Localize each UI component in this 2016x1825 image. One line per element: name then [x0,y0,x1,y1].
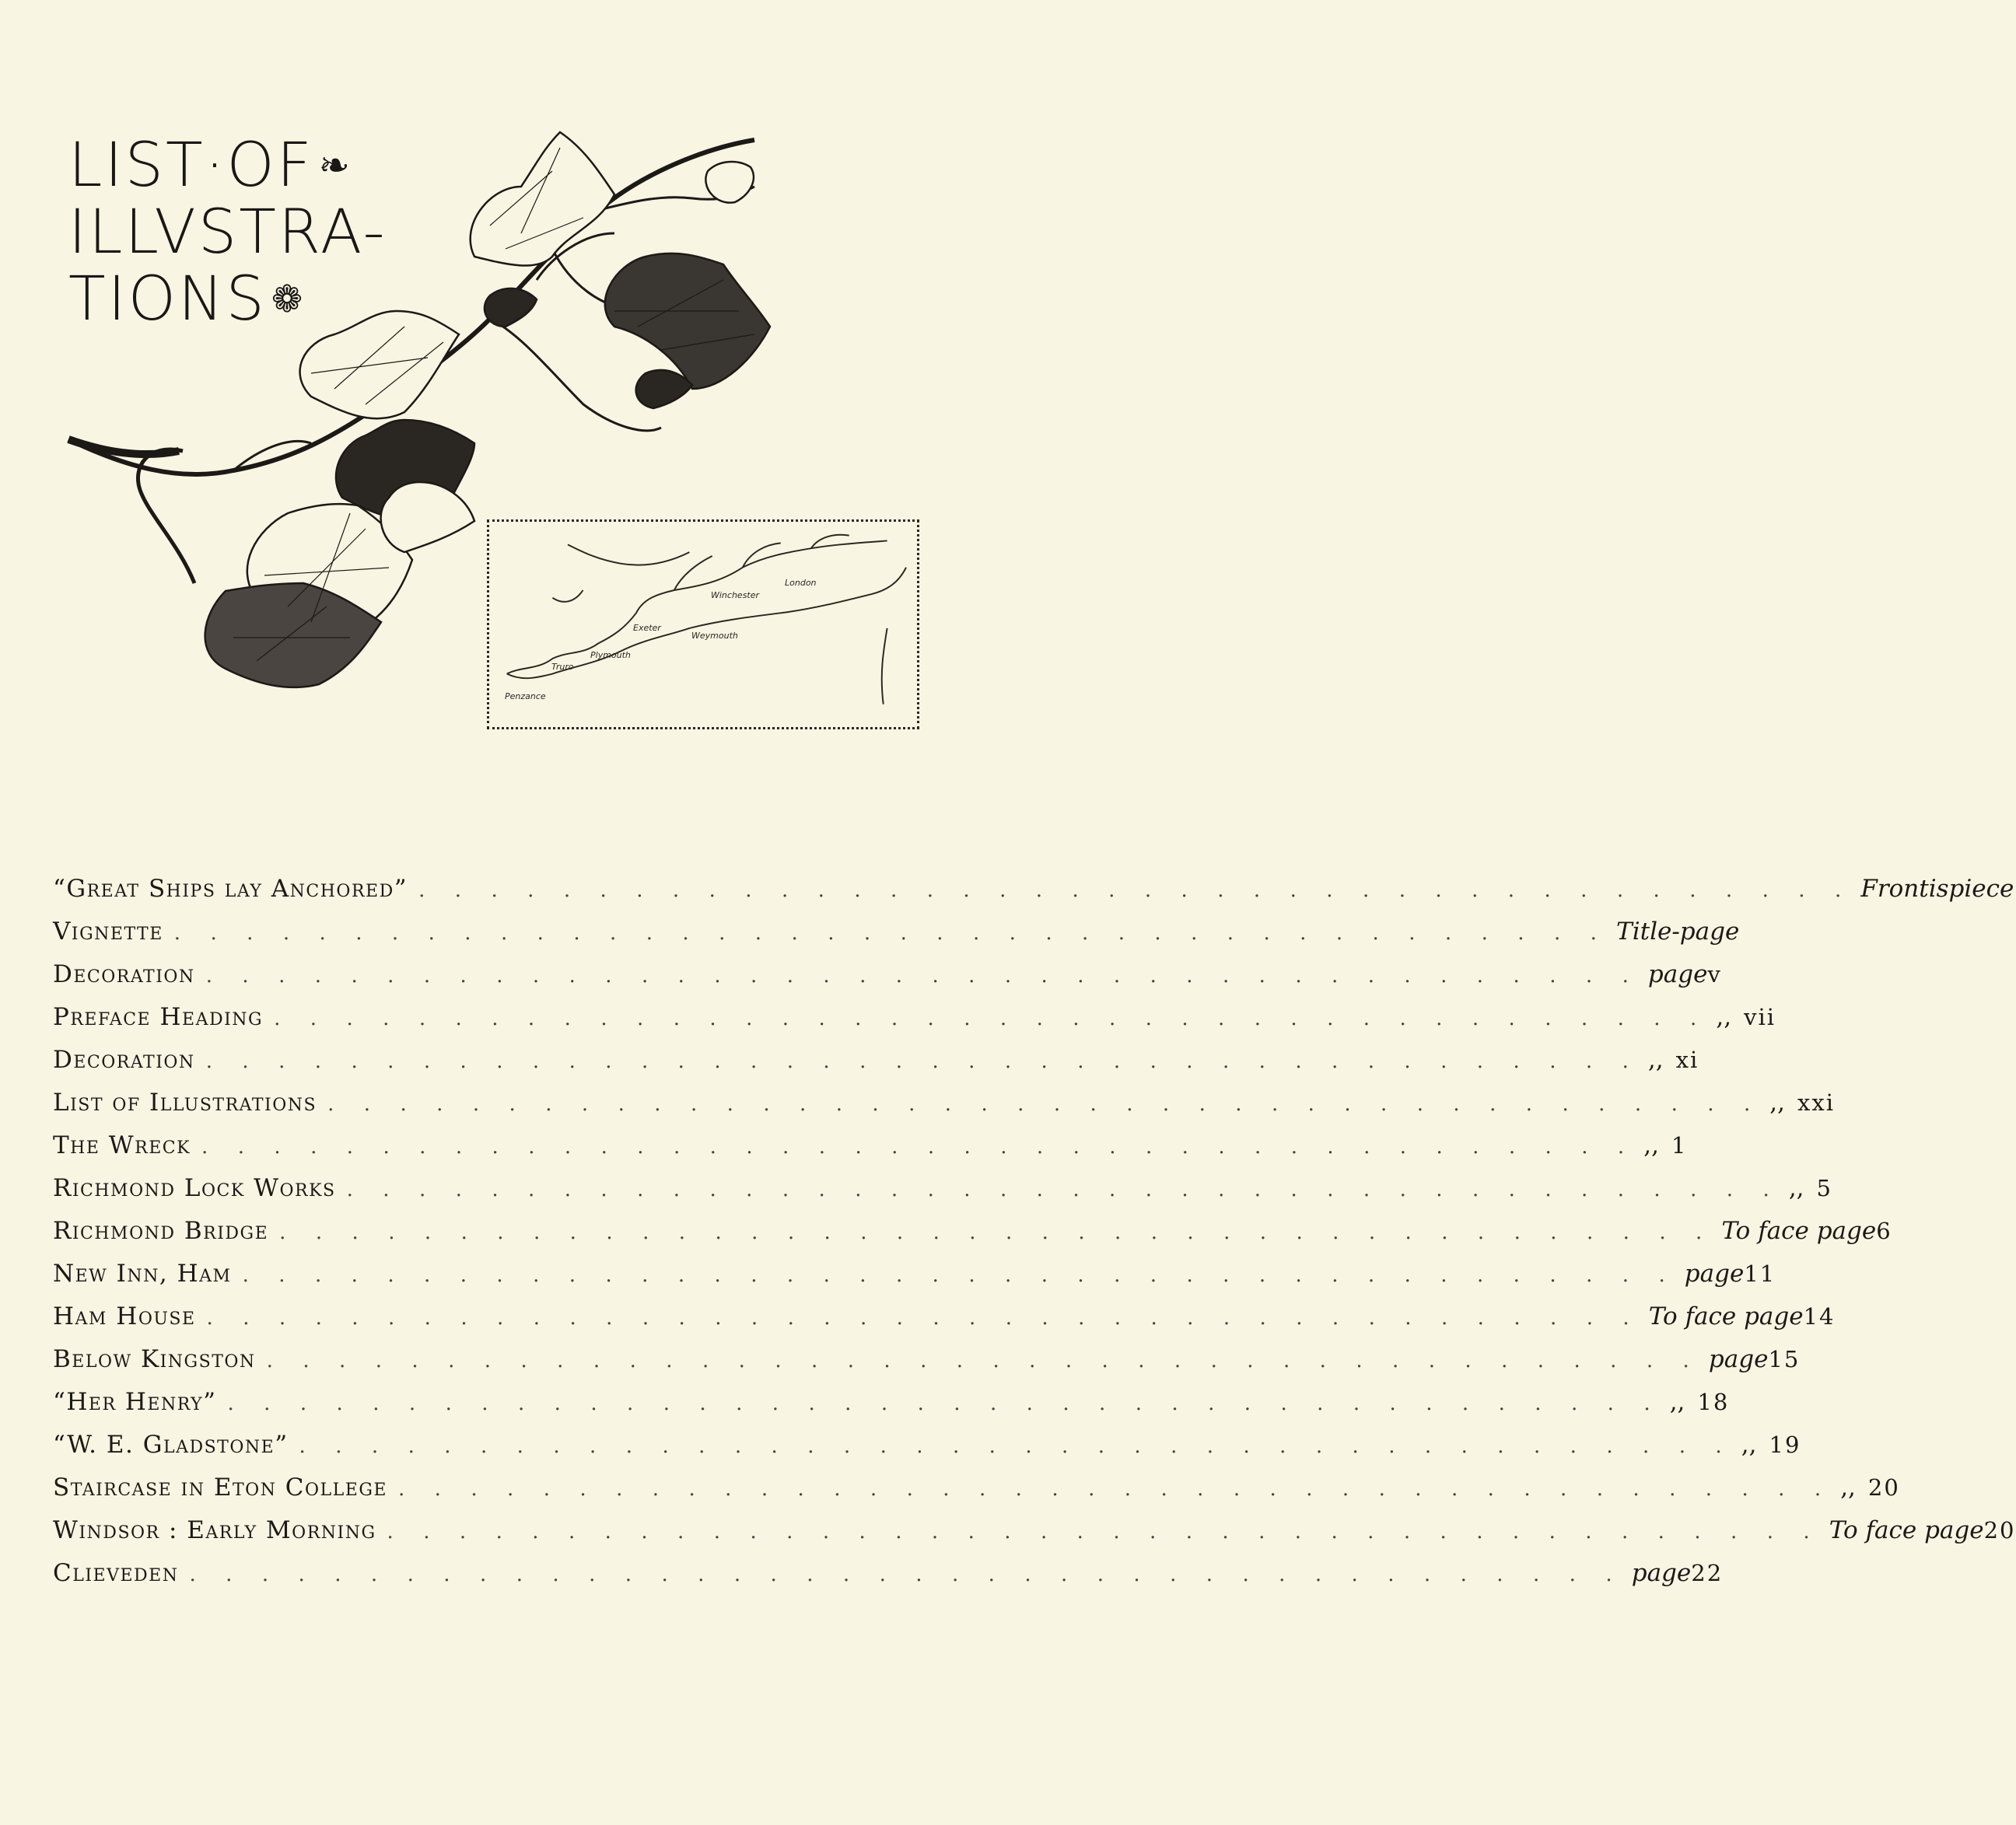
entry-reference: Title-page [1608,911,1739,953]
list-item [53,1124,1688,1167]
entry-page-number: 20 [1868,1467,1900,1509]
title-line-1: LIST·OF [68,131,314,201]
entry-reference: Frontispiece [1853,868,2014,911]
dot-leader: . . . . . . . . . . . . . . . . . . . . . . . . . . . . . . . . . . . . . . . . [397,1477,1833,1501]
entry-title: Decoration [53,1039,206,1082]
list-item [53,1467,1900,1509]
map-label-penzance: Penzance [505,691,546,701]
entry-page-number: 11 [1744,1253,1776,1295]
list-item [53,1082,1836,1124]
entry-page-number: xxi [1797,1082,1835,1124]
entry-page-number: 22 [1691,1552,1723,1595]
list-item [53,1253,1776,1295]
entry-title: Ham House [53,1295,207,1338]
entry-reference: ,, [1636,1124,1671,1167]
map-label-plymouth: Plymouth [590,650,631,660]
list-item [53,1424,1801,1467]
entry-reference: ,, [1734,1424,1769,1467]
entry-page-number: 5 [1817,1167,1832,1210]
entry-title: New Inn, Ham [53,1253,243,1295]
entry-title: “Great Ships lay Anchored” [53,868,418,911]
list-item [53,953,1722,996]
coastline-drawing [489,522,917,727]
fleuron-icon: ❧ [318,144,352,187]
entry-reference: ,, [1662,1381,1698,1424]
entry-title: Windsor : Early Morning [53,1509,387,1552]
list-item [53,1381,1730,1424]
list-item [53,1167,1832,1210]
list-item [53,1552,1724,1595]
title-line-2: ILLVSTRA- [68,198,387,267]
entry-reference: To face page [1822,1509,1984,1552]
dot-leader: . . . . . . . . . . . . . . . . . . . . . . . . . . . . . . . . . . . . . . . . [206,1306,1641,1330]
entry-title: “W. E. Gladstone” [53,1424,299,1467]
flower-ornament-icon: ❁ [271,278,306,321]
entry-reference: ,, [1708,996,1744,1039]
entry-reference: ,, [1640,1039,1676,1082]
page-title [68,132,411,333]
dot-leader: . . . . . . . . . . . . . . . . . . . . . . . . . . . . . . . . . . . . . . . . [274,1007,1709,1030]
entry-page-number: vii [1744,996,1776,1039]
entry-reference: page [1640,953,1708,996]
dot-leader: . . . . . . . . . . . . . . . . . . . . . . . . . . . . . . . . . . . . . . . . [279,1221,1714,1244]
entry-title: Staircase in Eton College [53,1467,398,1509]
entry-page-number: 18 [1697,1381,1729,1424]
entry-page-number: xi [1676,1039,1699,1082]
entry-title: Below Kingston [53,1338,267,1381]
dot-leader: . . . . . . . . . . . . . . . . . . . . . . . . . . . . . . . . . . . . . . . . [299,1435,1734,1458]
map-label-winchester: Winchester [711,590,760,600]
entry-page-number: v [1707,953,1721,996]
entry-title: Richmond Bridge [53,1210,279,1253]
entry-reference: ,, [1832,1467,1868,1509]
entry-page-number: 6 [1876,1210,1892,1253]
entry-reference: ,, [1762,1082,1797,1124]
entry-page-number: 19 [1769,1424,1801,1467]
entry-reference: page [1701,1338,1769,1381]
dot-leader: . . . . . . . . . . . . . . . . . . . . . . . . . . . . . . . . . . . . . . . . [387,1520,1822,1544]
entry-reference: To face page [1641,1295,1804,1338]
entry-reference: To face page [1713,1210,1876,1253]
map-label-weymouth: Weymouth [691,631,738,641]
entry-title: Preface Heading [53,996,274,1039]
entry-reference: ,, [1781,1167,1817,1210]
list-item [53,1210,1892,1253]
entry-title: “Her Henry” [53,1381,227,1424]
illustrations-list [53,868,2016,1595]
dot-leader: . . . . . . . . . . . . . . . . . . . . . . . . . . . . . . . . . . . . . . . . [418,879,1853,902]
dot-leader: . . . . . . . . . . . . . . . . . . . . . . . . . . . . . . . . . . . . . . . . [266,1349,1701,1372]
title-line-3: TIONS [68,264,267,334]
list-item [53,1039,1699,1082]
map-label-exeter: Exeter [633,623,661,633]
list-item [53,1509,2016,1552]
entry-title: Vignette [53,911,174,953]
entry-title: Decoration [53,953,206,996]
list-item [53,911,1740,953]
entry-title: List of Illustrations [53,1082,327,1124]
dot-leader: . . . . . . . . . . . . . . . . . . . . . . . . . . . . . . . . . . . . . . . . [346,1178,1781,1201]
entry-page-number: 14 [1804,1295,1836,1338]
entry-reference: page [1677,1253,1745,1295]
list-item [53,868,2014,911]
dot-leader: . . . . . . . . . . . . . . . . . . . . . . . . . . . . . . . . . . . . . . . . [189,1563,1624,1586]
dot-leader: . . . . . . . . . . . . . . . . . . . . . . . . . . . . . . . . . . . . . . . . [173,921,1609,945]
dot-leader: . . . . . . . . . . . . . . . . . . . . . . . . . . . . . . . . . . . . . . . . [201,1135,1636,1159]
entry-reference: page [1624,1552,1692,1595]
dot-leader: . . . . . . . . . . . . . . . . . . . . . . . . . . . . . . . . . . . . . . . . [205,1050,1640,1073]
dot-leader: . . . . . . . . . . . . . . . . . . . . . . . . . . . . . . . . . . . . . . . . [327,1093,1762,1116]
entry-page-number: 1 [1671,1124,1687,1167]
map-label-london: London [785,578,817,588]
entry-title: The Wreck [53,1124,201,1167]
map-label-truro: Truro [551,662,574,672]
entry-page-number: 20 [1984,1509,2016,1552]
dot-leader: . . . . . . . . . . . . . . . . . . . . . . . . . . . . . . . . . . . . . . . . [205,964,1640,988]
dot-leader: . . . . . . . . . . . . . . . . . . . . . . . . . . . . . . . . . . . . . . . . [242,1264,1677,1287]
coast-map [487,519,919,729]
entry-page-number: 15 [1768,1338,1800,1381]
dot-leader: . . . . . . . . . . . . . . . . . . . . . . . . . . . . . . . . . . . . . . . . [227,1392,1662,1415]
entry-title: Clieveden [53,1552,189,1595]
entry-title: Richmond Lock Works [53,1167,347,1210]
list-item [53,1295,1836,1338]
list-item [53,996,1776,1039]
list-item [53,1338,1801,1381]
